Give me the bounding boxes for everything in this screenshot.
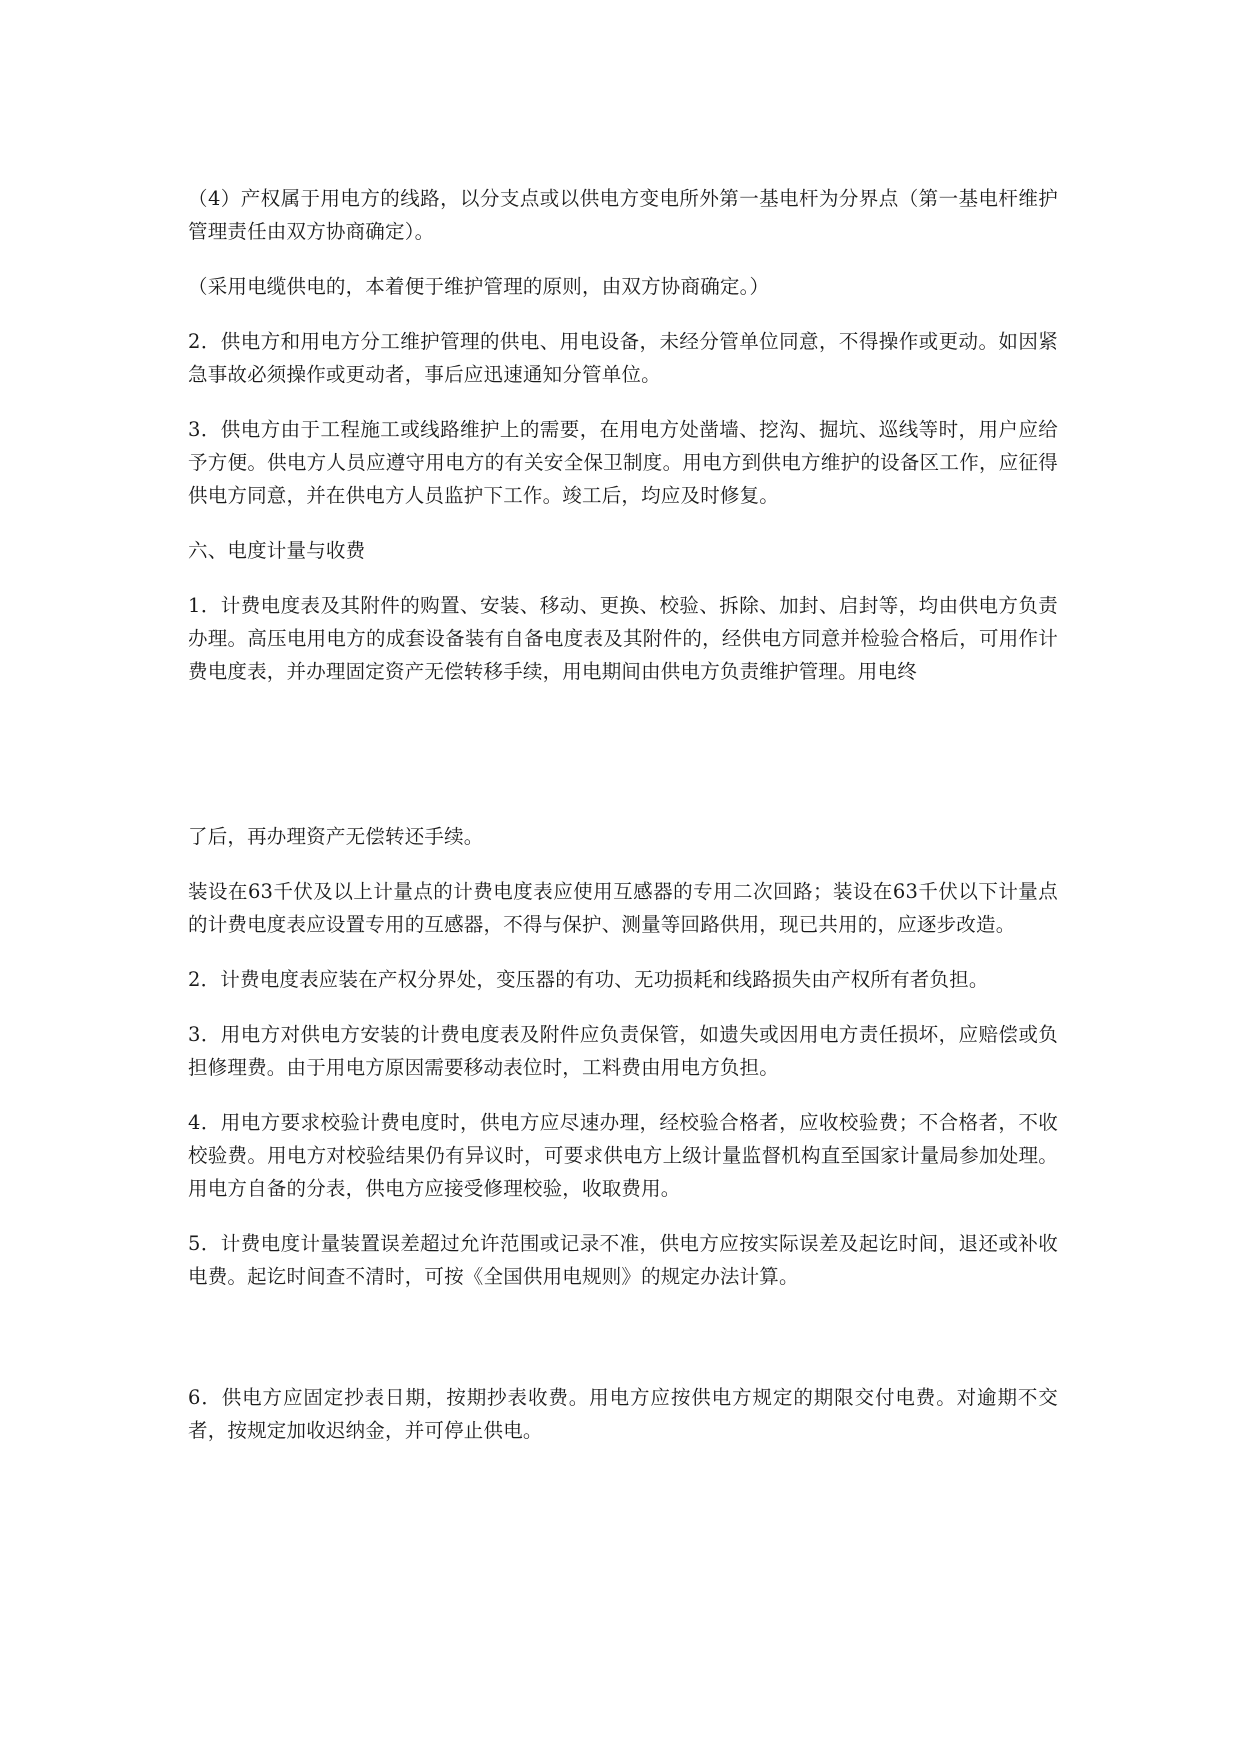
paragraph-meter-location: 2．计费电度表应装在产权分界处，变压器的有功、无功损耗和线路损失由产权所有者负担。 <box>188 968 989 991</box>
paragraph-maintenance-division: 2．供电方和用电方分工维护管理的供电、用电设备，未经分管单位同意，不得操作或更动。如因紧急事故必须操作或更动者，事后应迅速通知分管单位。 <box>188 330 1058 386</box>
paragraph-meter-error: 5．计费电度计量装置误差超过允许范围或记录不准，供电方应按实际误差及起讫时间，退还或补收电费。起讫时间查不清时，可按《全国供用电规则》的规定办法计算。 <box>188 1232 1058 1288</box>
paragraph-meter-reading: 6．供电方应固定抄表日期，按期抄表收费。用电方应按供电方规定的期限交付电费。对逾期不交者，按规定加收迟纳金，并可停止供电。 <box>188 1386 1058 1442</box>
paragraph-cable-supply: （采用电缆供电的，本着便于维护管理的原则，由双方协商确定。） <box>188 275 770 298</box>
paragraph-meter-custody: 3．用电方对供电方安装的计费电度表及附件应负责保管，如遗失或因用电方责任损坏，应赔偿或负担修理费。由于用电方原因需要移动表位时，工料费由用电方负担。 <box>188 1023 1058 1079</box>
paragraph-construction-access: 3．供电方由于工程施工或线路维护上的需要，在用电方处凿墙、挖沟、掘坑、巡线等时，用户应给予方便。供电方人员应遵守用电方的有关安全保卫制度。用电方到供电方维护的设备区工作，应征得供电方同意，并在供电方人员监护下工作。竣工后，均应及时修复。 <box>188 418 1058 507</box>
page-break <box>188 1293 1058 1381</box>
paragraph-meter-calibration: 4．用电方要求校验计费电度时，供电方应尽速办理，经校验合格者，应收校验费；不合格者，不收校验费。用电方对校验结果仍有异议时，可要求供电方上级计量监督机构直至国家计量局参加处理。用电方自备的分表，供电方应接受修理校验，收取费用。 <box>188 1111 1058 1200</box>
paragraph-meter-purchase: 1．计费电度表及其附件的购置、安装、移动、更换、校验、拆除、加封、启封等，均由供电方负责办理。高压电用电方的成套设备装有自备电度表及其附件的，经供电方同意并检验合格后，可用作计费电度表，并办理固定资产无偿转移手续，用电期间由供电方负责维护管理。用电终 <box>188 594 1058 683</box>
paragraph-transformer-circuit: 装设在63千伏及以上计量点的计费电度表应使用互感器的专用二次回路；装设在63千伏以下计量点的计费电度表应设置专用的互感器，不得与保护、测量等回路供用，现已共用的，应逐步改造。 <box>188 880 1058 936</box>
document-body <box>188 182 1058 1447</box>
section-heading-metering: 六、电度计量与收费 <box>188 539 366 562</box>
paragraph-property-line: （4）产权属于用电方的线路，以分支点或以供电方变电所外第一基电杆为分界点（第一基电杆维护管理责任由双方协商确定）。 <box>188 187 1058 243</box>
paragraph-asset-return: 了后，再办理资产无偿转还手续。 <box>188 825 484 848</box>
page-break <box>188 688 1058 820</box>
